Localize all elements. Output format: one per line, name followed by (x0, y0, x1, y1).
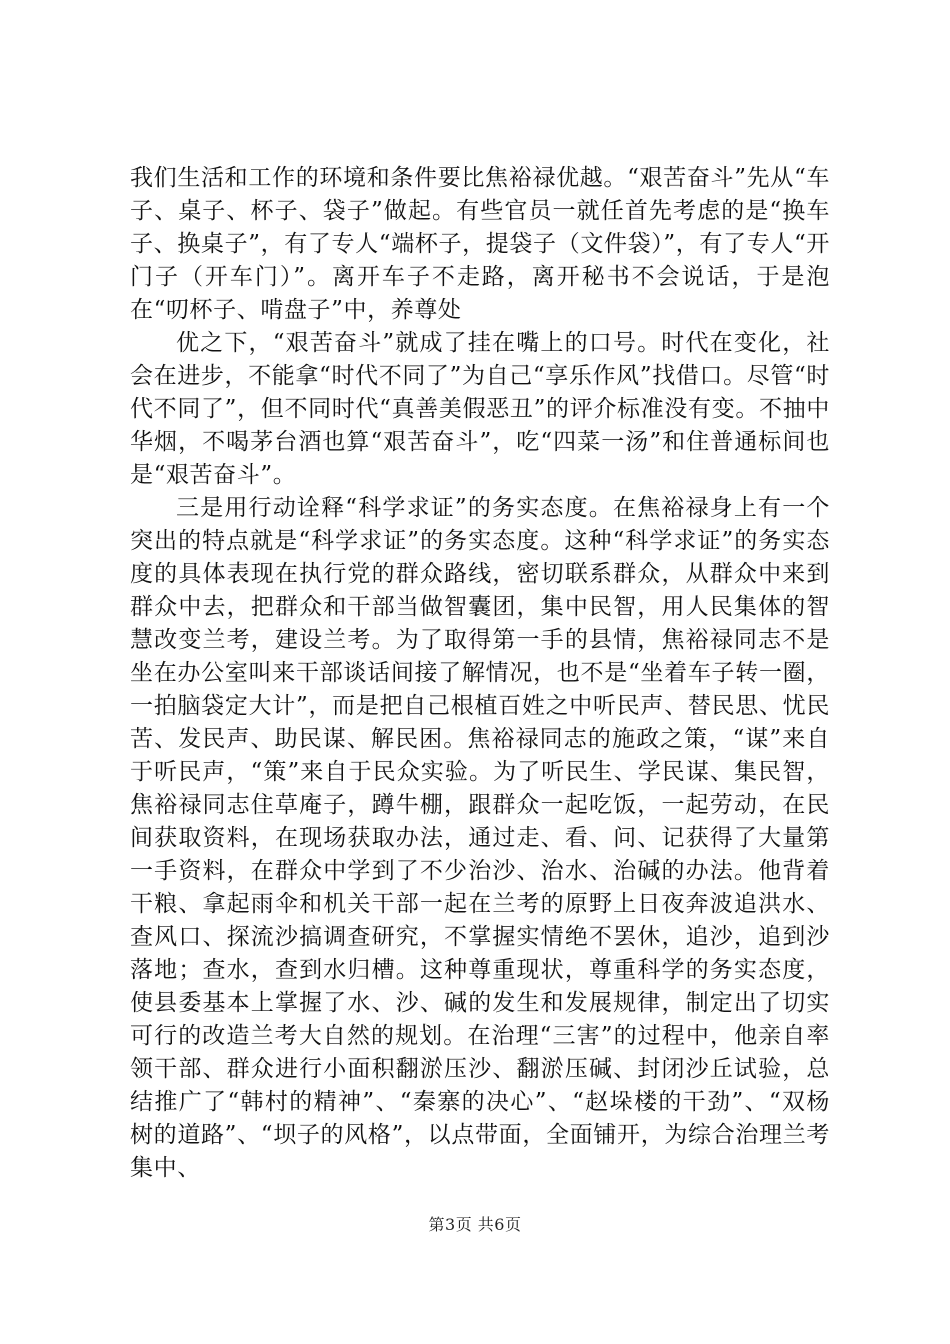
paragraph-1: 我们生活和工作的环境和条件要比焦裕禄优越。“艰苦奋斗”先从“车子、桌子、杯子、袋子”做起。有些官员一就任首先考虑的是“换车子、换桌子”，有了专人“端杯子，提袋子（文件袋）”，有了专人“开门子（开车门）”。离开车子不走路，离开秘书不会说话，于是泡在“叨杯子、啃盘子”中，养尊处 (130, 165, 830, 323)
paragraph-3: 三是用行动诠释“科学求证”的务实态度。在焦裕禄身上有一个突出的特点就是“科学求证”的务实态度。这种“科学求证”的务实态度的具体表现在执行党的群众路线，密切联系群众，从群众中来到群众中去，把群众和干部当做智囊团，集中民智，用人民集体的智慧改变兰考，建设兰考。为了取得第一手的县情，焦裕禄同志不是坐在办公室叫来干部谈话间接了解情况，也不是“坐着车子转一圈，一拍脑袋定大计”，而是把自己根植百姓之中听民声、替民思、忧民苦、发民声、助民谋、解民困。焦裕禄同志的施政之策，“谋”来自于听民声，“策”来自于民众实验。为了听民生、学民谋、集民智，焦裕禄同志住草庵子，蹲牛棚，跟群众一起吃饭，一起劳动，在民间获取资料，在现场获取办法，通过走、看、问、记获得了大量第一手资料，在群众中学到了不少治沙、治水、治碱的办法。他背着干粮、拿起雨伞和机关干部一起在兰考的原野上日夜奔波追洪水、查风口、探流沙搞调查研究，不掌握实情绝不罢休，追沙，追到沙落地；查水，查到水归槽。这种尊重现状，尊重科学的务实态度，使县委基本上掌握了水、沙、碱的发生和发展规律，制定出了切实可行的改造兰考大自然的规划。在治理“三害”的过程中，他亲自率领干部、群众进行小面积翻淤压沙、翻淤压碱、封闭沙丘试验，总结推广了“韩村的精神”、“秦寨的决心”、“赵垛楼的干劲”、“双杨树的道路”、“坝子的风格”，以点带面，全面铺开，为综合治理兰考集中、 (130, 495, 830, 1181)
body-text (130, 162, 830, 1185)
paragraph-2: 优之下，“艰苦奋斗”就成了挂在嘴上的口号。时代在变化，社会在进步，不能拿“时代不同了”为自己“享乐作风”找借口。尽管“时代不同了”，但不同时代“真善美假恶丑”的评介标准没有变。不抽中华烟，不喝茅台酒也算“艰苦奋斗”，吃“四菜一汤”和住普通标间也是“艰苦奋斗”。 (130, 330, 830, 488)
page-footer: 第3页 共6页 (428, 1215, 522, 1234)
